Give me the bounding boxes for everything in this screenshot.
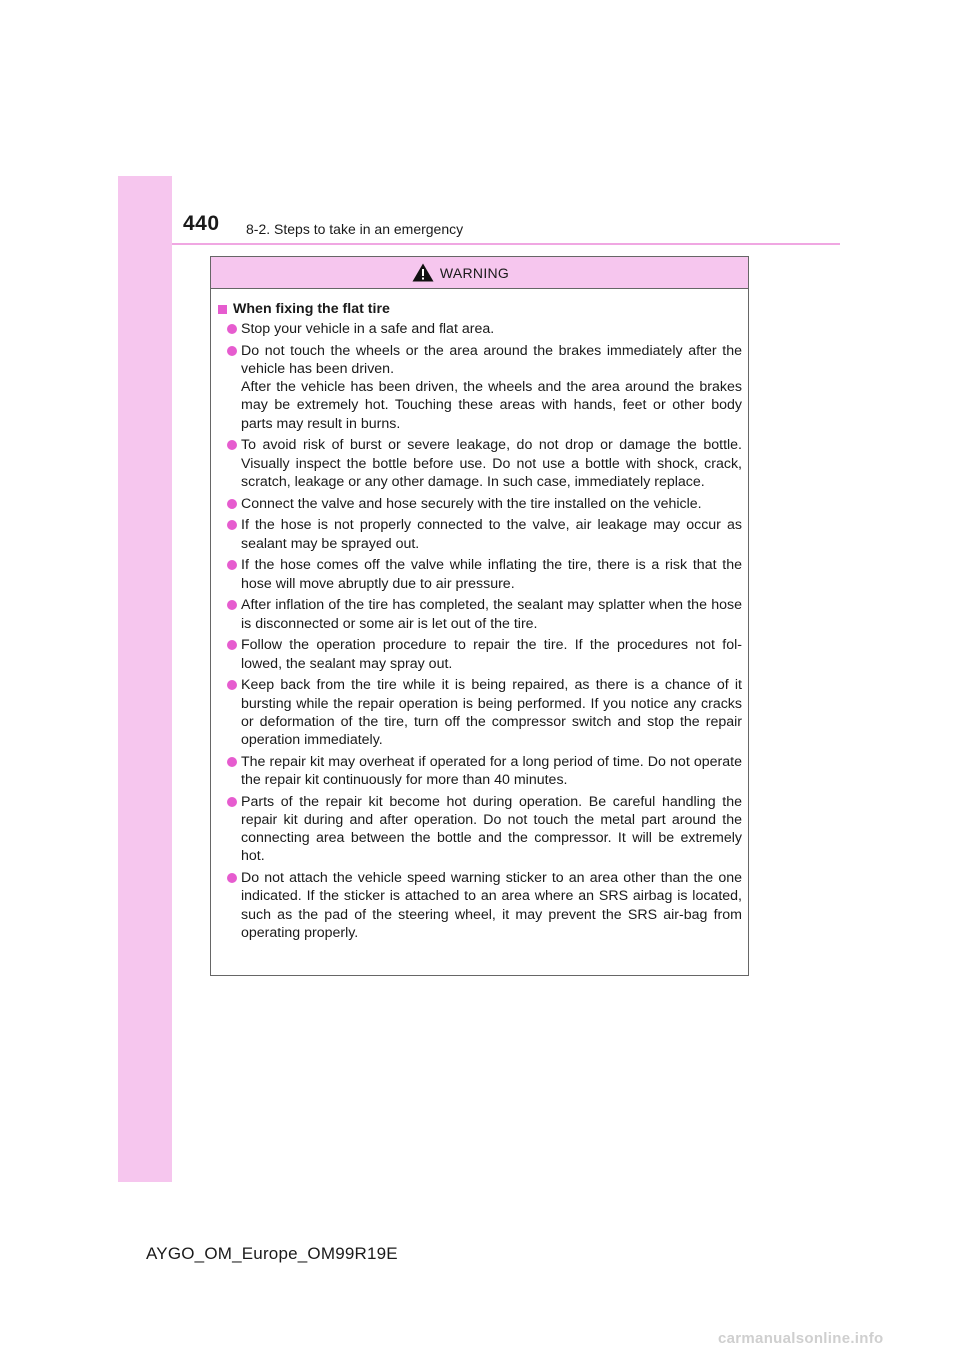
document-code: AYGO_OM_Europe_OM99R19E xyxy=(146,1244,398,1263)
warning-bullet-item xyxy=(218,596,742,632)
warning-bullet-text: If the hose comes off the valve while inflating the tire, there is a risk that the hose will move abruptly due to air pressure. xyxy=(241,557,742,592)
circle-bullet-icon xyxy=(227,640,237,650)
warning-bullet-item xyxy=(218,436,742,491)
circle-bullet-icon xyxy=(227,346,237,356)
circle-bullet-icon xyxy=(227,600,237,610)
warning-bullet-text: The repair kit may overheat if operated for a long period of time. Do not operate the repair kit continuously for more than 40 minutes. xyxy=(241,753,742,789)
warning-bullet-item xyxy=(218,753,742,789)
watermark: carmanualsonline.info xyxy=(718,1330,884,1347)
warning-bullet-item xyxy=(218,556,742,592)
warning-bullet-item xyxy=(218,676,742,749)
warning-title: WARNING xyxy=(439,264,510,281)
circle-bullet-icon xyxy=(227,499,237,509)
page-number: 440 xyxy=(183,212,220,235)
warning-bullet-list xyxy=(218,320,742,942)
warning-bullet-text: Do not touch the wheels or the area around the brakes immediately after the vehicle has been driven. xyxy=(241,342,742,377)
side-band xyxy=(118,176,172,1182)
warning-box xyxy=(210,256,749,976)
section-title: 8-2. Steps to take in an emergency xyxy=(246,221,464,237)
warning-bullet-item xyxy=(218,636,742,672)
circle-bullet-icon xyxy=(227,797,237,807)
circle-bullet-icon xyxy=(227,757,237,767)
warning-topic xyxy=(218,301,742,317)
warning-bullet-item xyxy=(218,495,742,513)
square-bullet-icon xyxy=(218,305,227,314)
warning-bullet-item xyxy=(218,516,742,552)
warning-bullet-text: Stop your vehicle in a safe and flat area. xyxy=(241,321,495,337)
warning-bullet-text: To avoid risk of burst or severe leakage, do not drop or damage the bottle. Visually inspect the bottle before use. Do not use a bottle with shock, crack, scratch, leakage or any other damage. In such case, immediately replace. xyxy=(241,437,742,490)
warning-bullet-text: Keep back from the tire while it is being repaired, as there is a chance of it bursting while the repair operation is being performed. If you notice any cracks or deformation of the tire, turn off the compressor switch and stop the repair operation immediately. xyxy=(241,677,742,749)
warning-body xyxy=(211,289,748,942)
warning-bullet-item xyxy=(218,869,742,942)
warning-bullet-text: After the vehicle has been driven, the wheels and the area around the brakes may be extremely hot. Touching these areas with hands, feet or other body parts may result in burns. xyxy=(241,379,742,432)
circle-bullet-icon xyxy=(227,324,237,334)
circle-bullet-icon xyxy=(227,520,237,530)
warning-bullet-text: After inflation of the tire has completed, the sealant may splatter when the hose is disconnected or some air is let out of the tire. xyxy=(241,597,742,632)
warning-bullet-text: If the hose is not properly connected to the valve, air leakage may occur as sealant may be sprayed out. xyxy=(241,517,742,552)
warning-triangle-icon xyxy=(412,263,434,282)
warning-topic-label: When fixing the flat tire xyxy=(233,301,390,317)
circle-bullet-icon xyxy=(227,440,237,450)
warning-header xyxy=(211,257,748,289)
warning-bullet-text: Connect the valve and hose securely with the tire installed on the vehicle. xyxy=(241,495,702,512)
circle-bullet-icon xyxy=(227,680,237,690)
warning-bullet-text: Parts of the repair kit become hot during operation. Be careful handling the repair kit during and after operation. Do not touch the metal part around the connecting area between the bottle and the compressor. It will be extremely hot. xyxy=(241,793,742,865)
circle-bullet-icon xyxy=(227,873,237,883)
warning-bullet-item xyxy=(218,342,742,433)
warning-bullet-text: Follow the operation procedure to repair the tire. If the procedures not fol-lowed, the sealant may spray out. xyxy=(241,637,742,672)
header-divider xyxy=(172,243,840,245)
warning-bullet-item xyxy=(218,793,742,866)
warning-bullet-text: Do not attach the vehicle speed warning sticker to an area other than the one indicated. If the sticker is attached to an area where an SRS airbag is located, such as the pad of the steering wheel, it may prevent the SRS air-bag from operating properly. xyxy=(241,870,742,941)
circle-bullet-icon xyxy=(227,560,237,570)
warning-bullet-item xyxy=(218,320,742,338)
